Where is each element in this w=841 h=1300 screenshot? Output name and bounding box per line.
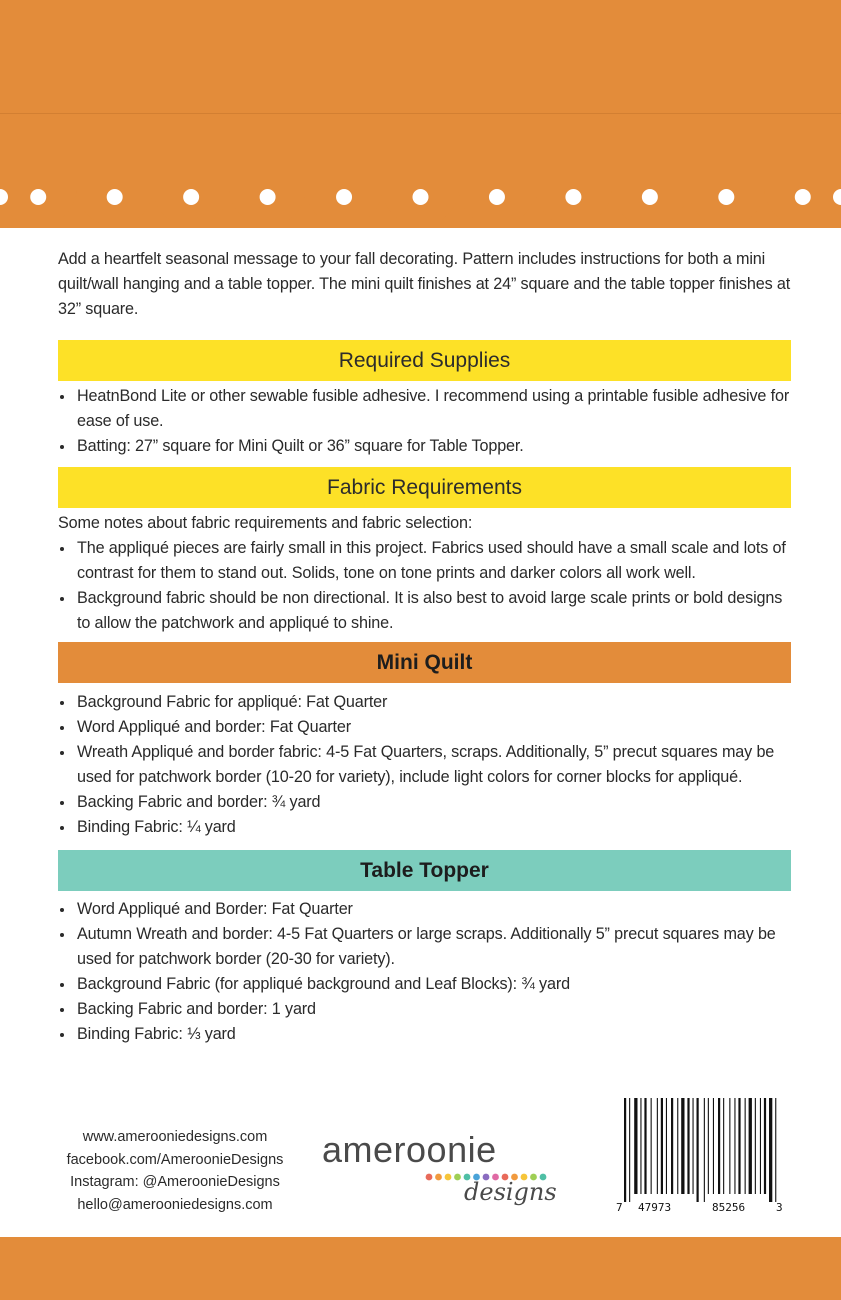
list-item: Autumn Wreath and border: 4-5 Fat Quarters or large scraps. Additionally 5” precut squares may be used for patchwork border (20-30 for variety). xyxy=(58,922,793,972)
list-item: The appliqué pieces are fairly small in this project. Fabrics used should have a small scale and lots of contrast for them to stand out. Solids, tone on tone prints and darker colors all work well. xyxy=(58,536,793,586)
barcode-bar xyxy=(745,1098,746,1194)
list-item: Batting: 27” square for Mini Quilt or 36” square for Table Topper. xyxy=(58,434,793,459)
bullet-icon xyxy=(60,751,64,755)
bullet-icon xyxy=(60,801,64,805)
list-item: Background fabric should be non directional. It is also best to avoid large scale prints or bold designs to allow the patchwork and appliqué to shine. xyxy=(58,586,793,636)
barcode-bar xyxy=(681,1098,684,1194)
logo-dot xyxy=(426,1174,433,1181)
list-item: Binding Fabric: ¼ yard xyxy=(58,815,793,840)
barcode-bar xyxy=(657,1098,658,1194)
mini-quilt-title: Mini Quilt xyxy=(376,650,473,674)
required-supplies-list xyxy=(58,384,793,459)
bullet-icon xyxy=(60,701,64,705)
required-supplies-title: Required Supplies xyxy=(338,348,511,372)
instagram-link[interactable]: Instagram: @AmeroonieDesigns xyxy=(70,1174,280,1190)
barcode-bar xyxy=(671,1098,673,1194)
scallop-hole xyxy=(489,189,505,205)
scallop-border xyxy=(0,160,841,240)
bullet-icon xyxy=(60,983,64,987)
barcode-bar xyxy=(661,1098,663,1194)
barcode-bar xyxy=(651,1098,652,1194)
bullet-icon xyxy=(60,1008,64,1012)
scallop-hole xyxy=(183,189,199,205)
barcode-bar xyxy=(624,1098,626,1202)
barcode-digits xyxy=(616,1201,784,1219)
barcode-bar xyxy=(704,1098,705,1202)
logo-dot xyxy=(435,1174,442,1181)
logo-script: designs xyxy=(464,1178,557,1206)
website-link[interactable]: www.amerooniedesigns.com xyxy=(82,1129,268,1145)
table-topper-header xyxy=(58,850,791,891)
scallop-hole xyxy=(260,189,276,205)
barcode-bar xyxy=(687,1098,689,1194)
logo-dot xyxy=(445,1174,452,1181)
fabric-requirements-note: Some notes about fabric requirements and fabric selection: xyxy=(58,514,473,532)
logo-dot xyxy=(454,1174,461,1181)
mini-quilt-header xyxy=(58,642,791,683)
barcode-bar xyxy=(760,1098,761,1194)
scallop-hole xyxy=(30,189,46,205)
list-item: Background Fabric (for appliqué background and Leaf Blocks): ¾ yard xyxy=(58,972,793,997)
mini-quilt-list xyxy=(58,690,793,840)
barcode-bar xyxy=(677,1098,678,1194)
scallop-hole xyxy=(336,189,352,205)
fabric-requirements-title: Fabric Requirements xyxy=(327,475,522,499)
barcode-bar xyxy=(708,1098,709,1194)
barcode-digit-check: 3 xyxy=(776,1201,783,1214)
brand-logo xyxy=(322,1130,558,1220)
barcode-digits-left: 47973 xyxy=(638,1201,672,1214)
barcode xyxy=(616,1098,784,1220)
list-item: HeatnBond Lite or other sewable fusible adhesive. I recommend using a printable fusible adhesive for ease of use. xyxy=(58,384,793,434)
intro-paragraph: Add a heartfelt seasonal message to your fall decorating. Pattern includes instructions for both a mini quilt/wall hanging and a table topper. The mini quilt finishes at 24” square and the table topper finishes at 32” square. xyxy=(58,250,791,318)
barcode-bar xyxy=(764,1098,766,1194)
band-seam xyxy=(0,113,841,114)
scallop-hole xyxy=(107,189,123,205)
list-item: Wreath Appliqué and border fabric: 4-5 Fat Quarters, scraps. Additionally, 5” precut squares may be used for patchwork border (10-20 for variety), include light colors for corner blocks for appliqué. xyxy=(58,740,793,790)
barcode-bar xyxy=(693,1098,694,1194)
fabric-requirements-header xyxy=(58,467,791,508)
barcode-bar xyxy=(718,1098,720,1194)
barcode-bars xyxy=(616,1098,784,1202)
barcode-bar xyxy=(723,1098,724,1194)
contact-block xyxy=(60,1126,290,1216)
barcode-bar xyxy=(749,1098,752,1194)
barcode-bar xyxy=(755,1098,756,1194)
barcode-bar xyxy=(666,1098,667,1194)
logo-wordmark: ameroonie xyxy=(322,1129,497,1170)
barcode-bar xyxy=(769,1098,772,1202)
bullet-icon xyxy=(60,726,64,730)
list-item: Word Appliqué and border: Fat Quarter xyxy=(58,715,793,740)
bullet-icon xyxy=(60,395,64,399)
scallop-hole xyxy=(642,189,658,205)
barcode-bar xyxy=(738,1098,740,1194)
scallop-hole xyxy=(565,189,581,205)
bullet-icon xyxy=(60,547,64,551)
barcode-bar xyxy=(734,1098,735,1194)
barcode-bar xyxy=(697,1098,699,1202)
table-topper-list xyxy=(58,897,793,1047)
fabric-requirements-list xyxy=(58,536,793,636)
barcode-bar xyxy=(644,1098,646,1194)
bullet-icon xyxy=(60,1033,64,1037)
email-link[interactable]: hello@amerooniedesigns.com xyxy=(77,1196,273,1213)
scallop-hole xyxy=(795,189,811,205)
facebook-link[interactable]: facebook.com/AmeroonieDesigns xyxy=(66,1151,284,1168)
barcode-bar xyxy=(640,1098,641,1194)
bullet-icon xyxy=(60,597,64,601)
bullet-icon xyxy=(60,933,64,937)
barcode-bar xyxy=(729,1098,730,1194)
list-item: Word Appliqué and Border: Fat Quarter xyxy=(58,897,793,922)
list-item: Backing Fabric and border: ¾ yard xyxy=(58,790,793,815)
scallop-hole xyxy=(413,189,429,205)
list-item: Background Fabric for appliqué: Fat Quarter xyxy=(58,690,793,715)
required-supplies-header xyxy=(58,340,791,381)
bottom-orange-band xyxy=(0,1237,841,1300)
list-item: Backing Fabric and border: 1 yard xyxy=(58,997,793,1022)
barcode-bar xyxy=(775,1098,776,1202)
scallop-hole xyxy=(718,189,734,205)
barcode-bar xyxy=(713,1098,714,1194)
barcode-bar xyxy=(634,1098,637,1194)
barcode-digit-lead: 7 xyxy=(616,1201,623,1214)
bullet-icon xyxy=(60,826,64,830)
bullet-icon xyxy=(60,445,64,449)
table-topper-title: Table Topper xyxy=(360,858,489,882)
barcode-bar xyxy=(629,1098,630,1202)
barcode-digits-right: 85256 xyxy=(712,1201,746,1214)
bullet-icon xyxy=(60,908,64,912)
list-item: Binding Fabric: ⅓ yard xyxy=(58,1022,793,1047)
